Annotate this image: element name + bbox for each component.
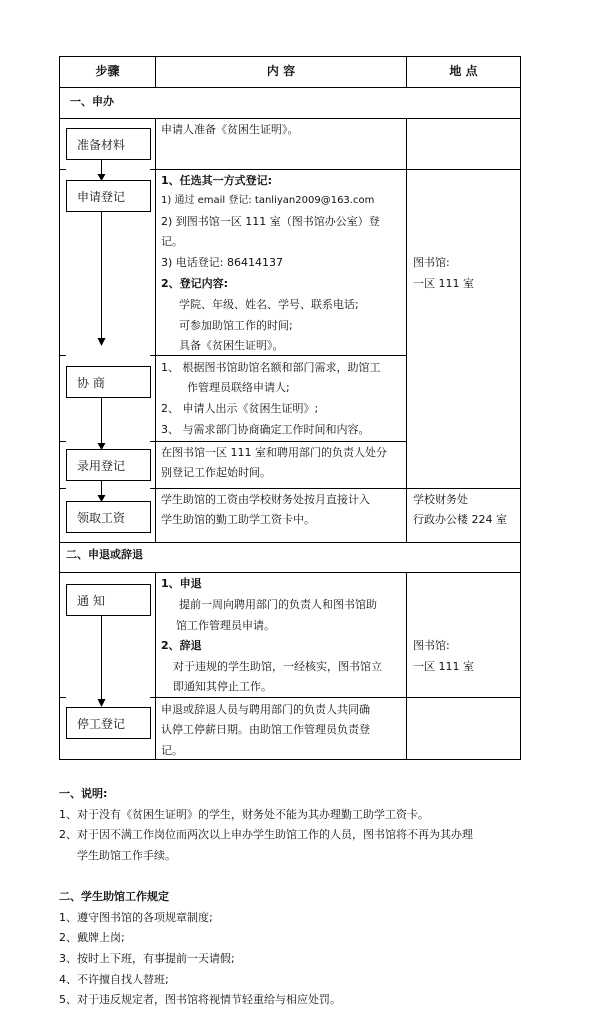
register-phone: 3) 电话登记: 86414137 [161,256,283,269]
register-content-3: 具备《贫困生证明》。 [179,339,284,352]
step-hire: 录用登记 [66,449,151,481]
location-finance: 学校财务处 [413,493,468,506]
notify-heading-2: 2、辞退 [161,639,202,652]
location-library-label: 图书馆: [413,256,450,269]
notes-title: 一、说明: [59,787,108,800]
notify-line-2b: 即通知其停止工作。 [173,680,272,693]
location-library-room: 一区 111 室 [413,277,474,290]
location-finance-room: 行政办公楼 224 室 [413,513,507,526]
step-prepare: 准备材料 [66,128,151,160]
register-heading-1: 1、任选其一方式登记: [161,174,273,187]
wage-line-1: 学生助馆的工资由学校财务处按月直接计入 [161,493,370,506]
rules-item-3: 3、按时上下班，有事提前一天请假; [59,952,235,965]
rules-item-5: 5、对于违反规定者，图书馆将视情节轻重给与相应处罚。 [59,993,341,1006]
notify-line-1: 提前一周向聘用部门的负责人和图书馆助 [179,598,377,611]
rules-title: 二、学生助馆工作规定 [59,890,169,903]
wage-line-2: 学生助馆的勤工助学工资卡中。 [161,513,315,526]
notes-item-2-cont: 学生助馆工作手续。 [77,849,176,862]
header-location: 地 点 [449,64,478,78]
rules-item-1: 1、遵守图书馆的各项规章制度; [59,911,213,924]
prepare-text: 申请人准备《贫困生证明》。 [161,123,299,136]
hire-line-1: 在图书馆一区 111 室和聘用部门的负责人处分 [161,446,387,459]
register-content-1: 学院、年级、姓名、学号、联系电话; [179,298,359,311]
notify-line-1b: 馆工作管理员申请。 [176,619,275,632]
step-wage: 领取工资 [66,501,151,533]
header-content: 内 容 [266,64,296,78]
location-library-label-2: 图书馆: [413,639,450,652]
section-withdraw: 二、申退或辞退 [66,548,143,561]
rules-item-2: 2、戴牌上岗; [59,931,125,944]
stop-line-1: 申退或辞退人员与聘用部门的负责人共同确 [161,703,370,716]
step-negotiate: 协 商 [66,366,151,398]
rules-item-4: 4、不许擅自找人替班; [59,973,169,986]
negotiate-line-3: 3、 与需求部门协商确定工作时间和内容。 [161,423,370,436]
location-library-room-2: 一区 111 室 [413,660,474,673]
notify-heading-1: 1、申退 [161,577,202,590]
negotiate-line-2: 2、 申请人出示《贫困生证明》; [161,402,319,415]
negotiate-line-1: 1、 根据图书馆助馆名额和部门需求，助馆工 [161,361,381,374]
hire-line-2: 别登记工作起始时间。 [161,466,271,479]
register-heading-2: 2、登记内容: [161,277,229,290]
stop-line-2: 认停工停薪日期。由助馆工作管理员负责登 [161,723,370,736]
step-notify: 通 知 [66,584,151,616]
register-office-cont: 记。 [161,235,183,248]
header-step: 步骤 [95,64,120,78]
register-content-2: 可参加助馆工作的时间; [179,319,293,332]
register-office: 2) 到图书馆一区 111 室（图书馆办公室）登 [161,215,380,228]
notes-item-2: 2、对于因不满工作岗位而两次以上申办学生助馆工作的人员，图书馆将不再为其办理 [59,828,473,841]
step-register: 申请登记 [66,180,151,212]
notes-item-1: 1、对于没有《贫困生证明》的学生，财务处不能为其办理勤工助学工资卡。 [59,808,429,821]
register-email: 1) 通过 email 登记: tanliyan2009@163.com [161,195,375,206]
section-apply: 一、申办 [70,95,114,108]
step-stop: 停工登记 [66,707,151,739]
stop-line-3: 记。 [161,744,183,757]
notify-line-2: 对于违规的学生助馆，一经核实，图书馆立 [173,660,382,673]
negotiate-line-1b: 作管理员联络申请人; [187,381,290,394]
